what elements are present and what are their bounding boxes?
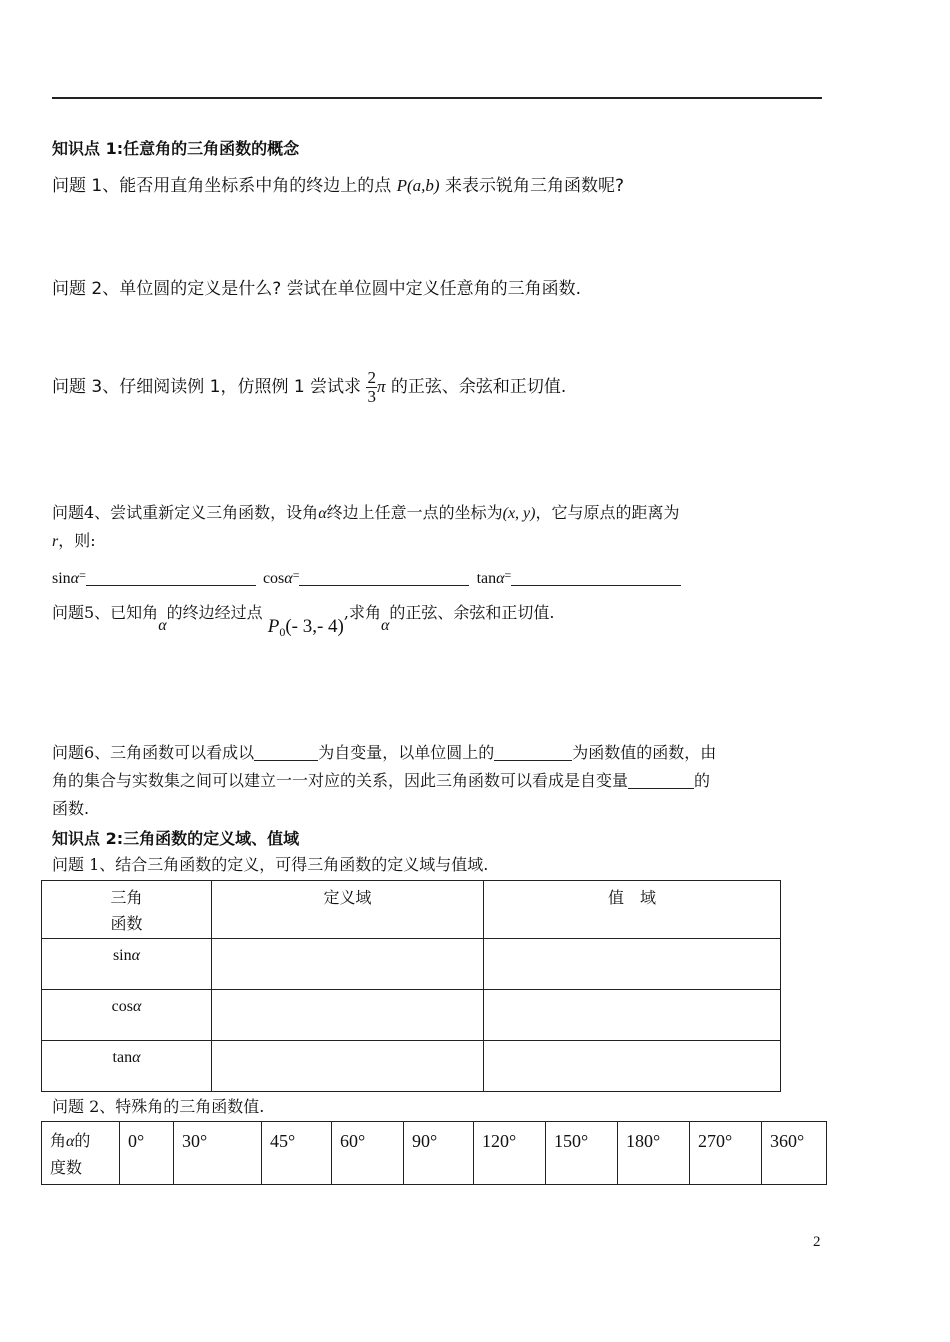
domain-cell[interactable] (212, 990, 484, 1041)
alpha-symbol: α (66, 1133, 75, 1150)
q6-text-c: 为函数值的函数，由 (572, 743, 717, 762)
angle-header-line-1 (50, 1128, 119, 1155)
domain-cell[interactable] (212, 1041, 484, 1092)
q1-point: P(a,b) (396, 176, 440, 195)
table-row (42, 939, 781, 990)
q4-text-c: ，它与原点的距离为 (535, 503, 680, 522)
page-number: 2 (813, 1234, 821, 1250)
q4-text-d: ，则: (58, 531, 96, 550)
angle-cell: 45° (262, 1122, 332, 1185)
angle-cell: 150° (546, 1122, 618, 1185)
q6-text-a: 问题6、三角函数可以看成以 (52, 743, 255, 762)
s2-question-2: 问题 2、特殊角的三角函数值. (52, 1097, 265, 1116)
alpha-symbol: α (70, 570, 80, 587)
q3-text: 问题 3、仔细阅读例 1，仿照例 1 尝试求 (52, 377, 362, 397)
table-header-row (42, 881, 781, 939)
tan-label: tan (476, 570, 497, 587)
alpha-symbol: α (496, 570, 505, 587)
point-coordinates: (- 3,- 4) (285, 616, 344, 637)
range-cell[interactable] (484, 990, 781, 1041)
header-rule (52, 97, 822, 99)
question-4-line-1 (52, 500, 679, 527)
q1-text: 问题 1、能否用直角坐标系中角的终边上的点 (52, 176, 392, 196)
q4-text-a: 问题4、尝试重新定义三角函数，设角 (52, 503, 319, 522)
coord-xy: (x, y) (502, 505, 536, 522)
s2-question-1: 问题 1、结合三角函数的定义，可得三角函数的定义域与值域. (52, 855, 489, 874)
range-cell[interactable] (484, 1041, 781, 1092)
point-p: P (267, 616, 280, 637)
q1-tail: 来表示锐角三角函数呢? (445, 176, 625, 196)
point-p0 (268, 615, 344, 637)
alpha-symbol: α (158, 617, 167, 634)
domain-range-table (41, 880, 781, 1092)
angle-label-suffix: 的 (74, 1131, 91, 1150)
fraction-denominator: 3 (367, 386, 376, 406)
question-3 (52, 362, 566, 412)
q6-text-e: 的 (694, 771, 711, 790)
domain-cell[interactable] (212, 939, 484, 990)
q5-text-c: ,求角 (343, 603, 381, 622)
point-subscript: 0 (279, 625, 286, 639)
angle-cell: 30° (174, 1122, 262, 1185)
alpha-symbol: α (132, 998, 142, 1015)
function-name: tan (112, 1049, 133, 1066)
angle-cell: 120° (474, 1122, 546, 1185)
alpha-symbol: α (132, 1049, 141, 1066)
question-6-line-3: 函数. (52, 799, 90, 818)
q6-blank-1[interactable] (254, 744, 318, 761)
q6-blank-3[interactable] (628, 772, 694, 789)
q5-text-a: 问题5、已知角 (52, 603, 159, 622)
cos-blank[interactable] (299, 569, 469, 586)
angle-header-line-2: 度数 (50, 1158, 83, 1177)
header-function (42, 881, 212, 939)
header-function-line-2: 函数 (110, 914, 143, 933)
question-6-line-1 (52, 740, 716, 766)
alpha-symbol: α (131, 947, 141, 964)
equals-sign: = (504, 568, 512, 582)
equals-sign: = (292, 568, 300, 582)
question-6-line-2 (52, 768, 710, 794)
angles-row (42, 1122, 827, 1185)
fraction (366, 369, 377, 406)
alpha-symbol: α (380, 617, 390, 634)
question-4-line-2 (52, 528, 96, 555)
alpha-symbol: α (318, 505, 327, 522)
question-2: 问题 2、单位圆的定义是什么? 尝试在单位圆中定义任意角的三角函数. (52, 279, 582, 299)
header-range: 值 域 (484, 881, 781, 939)
fraction-numerator: 2 (367, 367, 376, 387)
function-cell (42, 1041, 212, 1092)
sin-label: sin (52, 570, 71, 587)
r-symbol: r (52, 533, 59, 550)
q5-text-d: 的正弦、余弦和正切值. (389, 603, 555, 622)
sin-blank[interactable] (86, 569, 256, 586)
angle-cell: 270° (690, 1122, 762, 1185)
header-function-line-1: 三角 (110, 888, 143, 907)
alpha-symbol: α (284, 570, 293, 587)
header-domain: 定义域 (212, 881, 484, 939)
function-name: sin (112, 947, 132, 964)
function-cell (42, 939, 212, 990)
function-cell (42, 990, 212, 1041)
function-name: cos (111, 998, 133, 1015)
q6-blank-2[interactable] (494, 744, 572, 761)
question-1 (52, 173, 624, 199)
special-angles-table (41, 1121, 827, 1185)
section-title-1: 知识点 1:任意角的三角函数的概念 (52, 139, 300, 158)
q3-tail: 的正弦、余弦和正切值. (390, 377, 567, 397)
equals-sign: = (79, 568, 86, 582)
question-5 (52, 600, 554, 645)
pi-symbol: π (376, 377, 386, 396)
q4-text-b: 终边上任意一点的坐标为 (326, 503, 503, 522)
range-cell[interactable] (484, 939, 781, 990)
angle-cell: 360° (762, 1122, 827, 1185)
angle-cell: 60° (332, 1122, 404, 1185)
table-row (42, 1041, 781, 1092)
table-row (42, 990, 781, 1041)
angle-cell: 90° (404, 1122, 474, 1185)
q5-text-b: 的终边经过点 (166, 603, 263, 622)
section-title-2: 知识点 2:三角函数的定义域、值域 (52, 829, 300, 848)
tan-blank[interactable] (511, 569, 681, 586)
q4-formula-row (52, 562, 681, 592)
q6-text-b: 为自变量，以单位圆上的 (318, 743, 495, 762)
angle-label: 角 (50, 1131, 67, 1150)
cos-label: cos (262, 570, 285, 587)
angle-header-cell (42, 1122, 120, 1185)
q6-text-d: 角的集合与实数集之间可以建立一一对应的关系，因此三角函数可以看成是自变量 (52, 771, 629, 790)
angle-cell: 180° (618, 1122, 690, 1185)
angle-cell: 0° (120, 1122, 174, 1185)
